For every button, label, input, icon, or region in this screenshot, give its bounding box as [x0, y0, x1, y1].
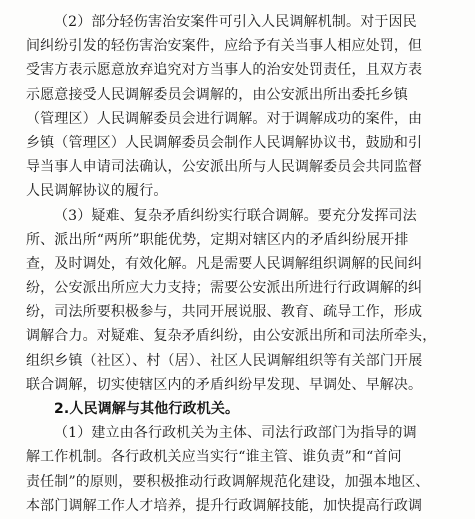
paragraph-line: （3）疑难、复杂矛盾纠纷实行联合调解。要充分发挥司法 [54, 207, 417, 224]
paragraph-line: 受害方表示愿意放弃追究对方当事人的治安处罚责任，且双方表 [26, 62, 423, 79]
paragraph-line: 责任制”的原则，要积极推动行政调解规范化建设，加强本地区、 [26, 473, 430, 490]
paragraph-line: 本部门调解工作人才培养，提升行政调解技能，加快提高行政调 [26, 497, 423, 514]
section-heading: 2.人民调解与其他行政机关。 [54, 401, 240, 417]
paragraph-line: 解工作机制。各行政机关应当实行“谁主管、谁负责”和“首问 [26, 449, 402, 466]
paragraph-line: 组织乡镇（社区）、村（居）、社区人民调解组织等有关部门开展 [26, 352, 423, 369]
paragraph-line: （1）建立由各行政机关为主体、司法行政部门为指导的调 [54, 425, 417, 442]
paragraph-line: （管理区）人民调解委员会进行调解。对于调解成功的案件，由 [26, 110, 423, 127]
paragraph-line: （2）部分轻伤害治安案件可引入人民调解机制。对于因民 [54, 14, 417, 30]
paragraph-line: 导当事人申请司法确认，公安派出所与人民调解委员会共同监督 [26, 159, 423, 176]
paragraph-line: 调解合力。对疑难、复杂矛盾纠纷，由公安派出所和司法所牵头， [26, 328, 437, 345]
paragraph-line: 纷，司法所要积极参与，共同开展说服、教育、疏导工作，形成 [26, 304, 423, 321]
paragraph-line: 乡镇（管理区）人民调解委员会制作人民调解协议书，鼓励和引 [26, 134, 423, 151]
paragraph-line: 间纠纷引发的轻伤害治安案件，应给予有关当事人相应处罚，但 [26, 38, 423, 55]
paragraph-line: 查，及时调处，有效化解。凡是需要人民调解组织调解的民间纠 [26, 255, 423, 272]
paragraph-line: 示愿意接受人民调解委员会调解的，由公安派出所出委托乡镇 [26, 86, 409, 103]
paragraph-line: 人民调解协议的履行。 [26, 183, 168, 200]
paragraph-line: 联合调解，切实使辖区内的矛盾纠纷早发现、早调处、早解决。 [26, 376, 423, 393]
paragraph-line: 所、派出所“两所”职能优势，定期对辖区内的矛盾纠纷展开排 [26, 231, 409, 248]
paragraph-line: 纷，公安派出所应大力支持；需要公安派出所进行行政调解的纠 [26, 280, 423, 297]
